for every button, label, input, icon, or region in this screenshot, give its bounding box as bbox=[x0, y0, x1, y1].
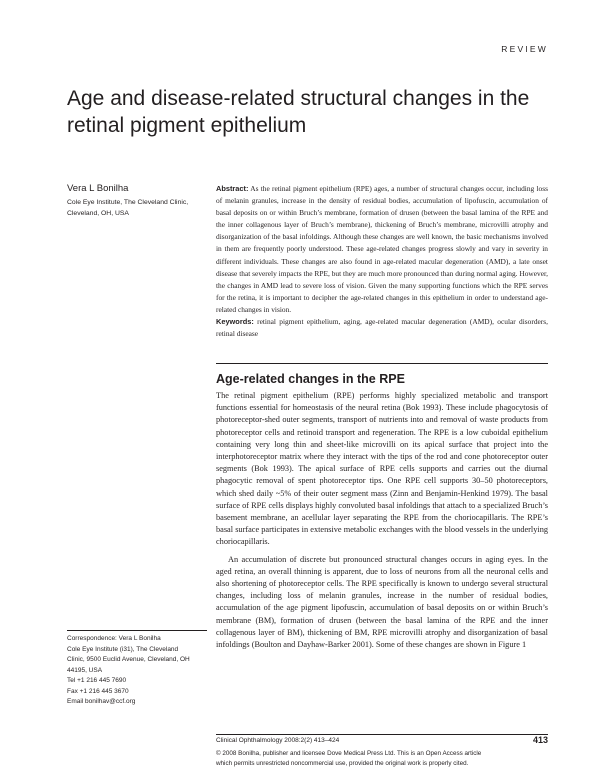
journal-citation: Clinical Ophthalmology 2008:2(2) 413–424 bbox=[216, 737, 340, 744]
correspondence-line: 44195, USA bbox=[67, 666, 103, 674]
author-name: Vera L Bonilha bbox=[67, 183, 129, 194]
keywords bbox=[216, 316, 548, 340]
copyright-notice bbox=[216, 749, 556, 768]
body-paragraph: The retinal pigment epithelium (RPE) performs highly specialized metabolic and transport functions essential for homeostasis of the neural retina (Bok 1993). These include phagocytosis of photoreceptor-shed outer segments, transport of nutrients into and removal of waste products from photoreceptor cells and retinoid transport and regeneration. The RPE is a low cuboidal epithelium containing very long thin and sheet-like microvilli on its apical surface that project into the interphotoreceptor matrix where they interact with the tips of the rod and cone photoreceptor outer segments (Bok 1993). The apical surface of RPE cells supports and carries out the diurnal phagocytic removal of spent photoreceptor tips. One RPE cell supports 30–50 photoreceptors, which shed daily ~5% of their outer segment mass (Zinn and Benjamin-Henkind 1979). The basal surface of RPE cells displays highly convoluted basal infoldings that attach to a specialized Bruch’s basement membrane, an acellular layer separating the RPE from the choriocapillaris. The RPE’s basal surface participates in extensive metabolic exchanges with the blood vessels in the underlying choriocapillaris. bbox=[216, 391, 548, 547]
body-text bbox=[216, 390, 548, 651]
copyright-line: © 2008 Bonilha, publisher and licensee Dove Medical Press Ltd. This is an Open Access article bbox=[216, 750, 482, 757]
keywords-label: Keywords: bbox=[216, 317, 254, 327]
keywords-text: retinal pigment epithelium, aging, age-related macular degeneration (AMD), ocular disorders, retinal disease bbox=[216, 317, 548, 339]
abstract-label: Abstract: bbox=[216, 184, 249, 193]
correspondence-divider bbox=[67, 630, 207, 631]
section-heading: Age-related changes in the RPE bbox=[216, 372, 405, 386]
abstract bbox=[216, 183, 548, 340]
section-label: REVIEW bbox=[501, 44, 548, 54]
article-title: Age and disease-related structural changes in the retinal pigment epithelium bbox=[67, 87, 530, 137]
author-affiliation: Cole Eye Institute, The Cleveland Clinic, Cleveland, OH, USA bbox=[67, 199, 189, 218]
correspondence-line: Fax +1 216 445 3670 bbox=[67, 687, 129, 695]
correspondence-line: Cole Eye Institute (i31), The Cleveland bbox=[67, 645, 179, 653]
body-paragraph: An accumulation of discrete but pronounced structural changes occurs in aging eyes. In the aged retina, an overall thinning is apparent, due to loss of neurons from all the neuronal cells and also shortening of photoreceptor cells. The RPE specifically is known to undergo several structural changes, including loss of melanin granules, increase in the number of residual bodies, accumulation of the age pigment lipofuscin, accumulation of basal deposits on or within Bruch’s membrane (BM), formation of drusen (between the basal lamina of the RPE and the inner collagenous layer of BM), thickening of BM, RPE microvilli atrophy and disorganization of basal infoldings (Boulton and Dayhaw-Barker 2001). Some of these changes are shown in Figure 1 bbox=[216, 554, 548, 650]
correspondence-line: Clinic, 9500 Euclid Avenue, Cleveland, OH bbox=[67, 656, 190, 663]
correspondence-block bbox=[67, 634, 207, 708]
correspondence-line: Tel +1 216 445 7690 bbox=[67, 677, 127, 684]
correspondence-line: Correspondence: Vera L Bonilha bbox=[67, 635, 161, 642]
copyright-line: which permits unrestricted noncommercial use, provided the original work is properly cited. bbox=[216, 759, 469, 767]
section-divider bbox=[216, 363, 548, 364]
page-number: 413 bbox=[532, 735, 548, 745]
footer-divider bbox=[216, 734, 548, 735]
abstract-text: As the retinal pigment epithelium (RPE) ages, a number of structural changes occur, including loss of melanin granules, increase in the density of residual bodies, accumulation of lipofuscin, accumulation of basal deposits on or within Bruch’s membrane, formation of drusen (between the basal lamina of the RPE and the inner collagenous layer of Bruch’s membrane), thickening of Bruch’s membrane, microvilli atrophy and disorganization of the basal infoldings. Although these changes are well known, the basic mechanisms involved in them are frequently poorly understood. These age-related changes progress slowly and vary in severity in different individuals. These changes are also found in age-related macular degeneration (AMD), a late onset disease that severely impacts the RPE, but they are much more pronounced than during normal aging. However, the changes in AMD lead to severe loss of vision. Given the many supporting functions which the RPE serves for the retina, it is important to decipher the age-related changes in this epithelium in order to understand age-related changes in vision. bbox=[216, 184, 548, 314]
correspondence-email[interactable]: Email bonilhav@ccf.org bbox=[67, 698, 136, 705]
